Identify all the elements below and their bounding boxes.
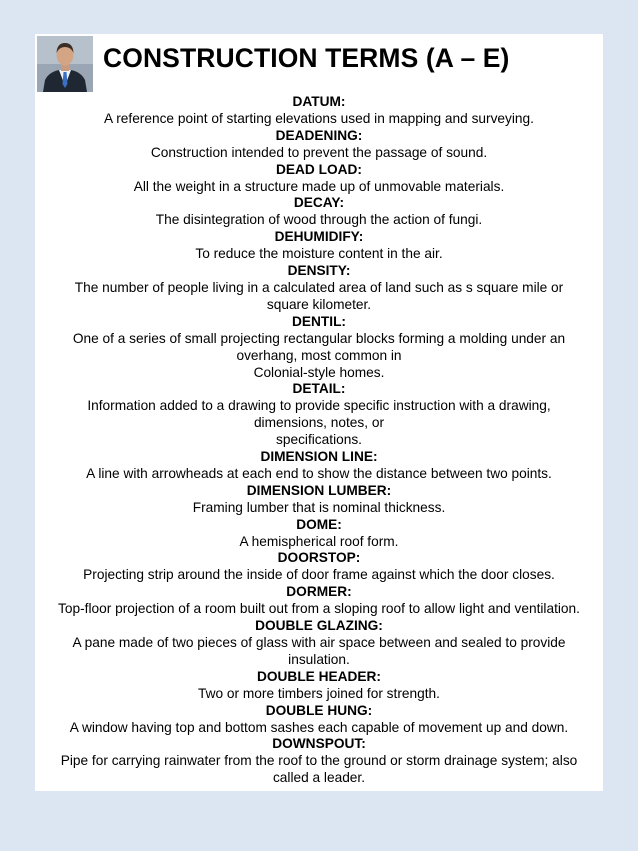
document-page — [35, 34, 603, 791]
glossary-definition-line: Framing lumber that is nominal thickness. — [192, 499, 446, 515]
glossary-definition-line: Projecting strip around the inside of door frame against which the door closes. — [83, 567, 555, 583]
glossary-definition-line: A line with arrowheads at each end to show the distance between two points. — [86, 465, 552, 481]
glossary-definition-line: The disintegration of wood through the action of fungi. — [155, 212, 483, 228]
glossary-term: DOORSTOP: — [277, 550, 361, 566]
glossary-term: DOWNSPOUT: — [272, 736, 366, 752]
glossary-term: DENTIL: — [292, 313, 346, 329]
glossary-definition-line: specifications. — [276, 432, 362, 448]
glossary-term: DETAIL: — [292, 381, 346, 397]
glossary-term: DOUBLE GLAZING: — [255, 618, 383, 634]
glossary-term: DECAY: — [293, 195, 345, 211]
glossary-term: DOUBLE HUNG: — [265, 702, 373, 718]
glossary-definition-line: Two or more timbers joined for strength. — [198, 685, 440, 701]
glossary-definition-line: A window having top and bottom sashes each capable of movement up and down. — [69, 719, 569, 735]
glossary-definition-line: called a leader. — [272, 770, 366, 786]
glossary-definition-line: The number of people living in a calculated area of land such as s square mile or — [74, 279, 564, 295]
glossary-definition-line: One of a series of small projecting rectangular blocks forming a molding under an — [72, 330, 566, 346]
glossary-list — [11, 94, 627, 787]
glossary-term: DATUM: — [292, 94, 346, 109]
glossary-term: DORMER: — [286, 584, 352, 600]
person-portrait-icon — [37, 36, 93, 92]
author-photo — [37, 36, 93, 92]
glossary-definition-line: Pipe for carrying rainwater from the roof to the ground or storm drainage system; also — [60, 753, 578, 769]
glossary-definition-line: square kilometer. — [266, 296, 372, 312]
glossary-term: DOUBLE HEADER: — [257, 668, 381, 684]
glossary-term: DEHUMIDIFY: — [274, 229, 364, 245]
glossary-definition-line: All the weight in a structure made up of unmovable materials. — [133, 178, 505, 194]
glossary-definition-line: To reduce the moisture content in the air. — [195, 246, 443, 262]
glossary-term: DIMENSION LUMBER: — [246, 482, 392, 498]
glossary-definition-line: Top-floor projection of a room built out from a sloping roof to allow light and ventilation. — [58, 601, 580, 617]
glossary-definition-line: A hemispherical roof form. — [239, 533, 399, 549]
glossary-definition-line: Colonial-style homes. — [253, 364, 385, 380]
glossary-term: DEADENING: — [275, 127, 363, 143]
glossary-definition-line: insulation. — [288, 651, 350, 667]
glossary-term: DEAD LOAD: — [276, 161, 362, 177]
glossary-definition-line: A pane made of two pieces of glass with air space between and sealed to provide — [72, 635, 566, 650]
page-title: CONSTRUCTION TERMS (A – E) — [103, 43, 510, 73]
glossary-term: DENSITY: — [287, 263, 351, 279]
glossary-definition-line: A reference point of starting elevations used in mapping and surveying. — [104, 110, 534, 126]
glossary-definition-line: overhang, most common in — [236, 347, 402, 363]
glossary-term: DOME: — [296, 516, 342, 532]
glossary-term: DIMENSION LINE: — [260, 449, 378, 465]
glossary-definition-line: Information added to a drawing to provide specific instruction with a drawing, — [87, 398, 551, 414]
glossary-definition-line: dimensions, notes, or — [253, 415, 385, 431]
glossary-definition-line: Construction intended to prevent the passage of sound. — [150, 144, 488, 160]
header — [35, 34, 603, 94]
